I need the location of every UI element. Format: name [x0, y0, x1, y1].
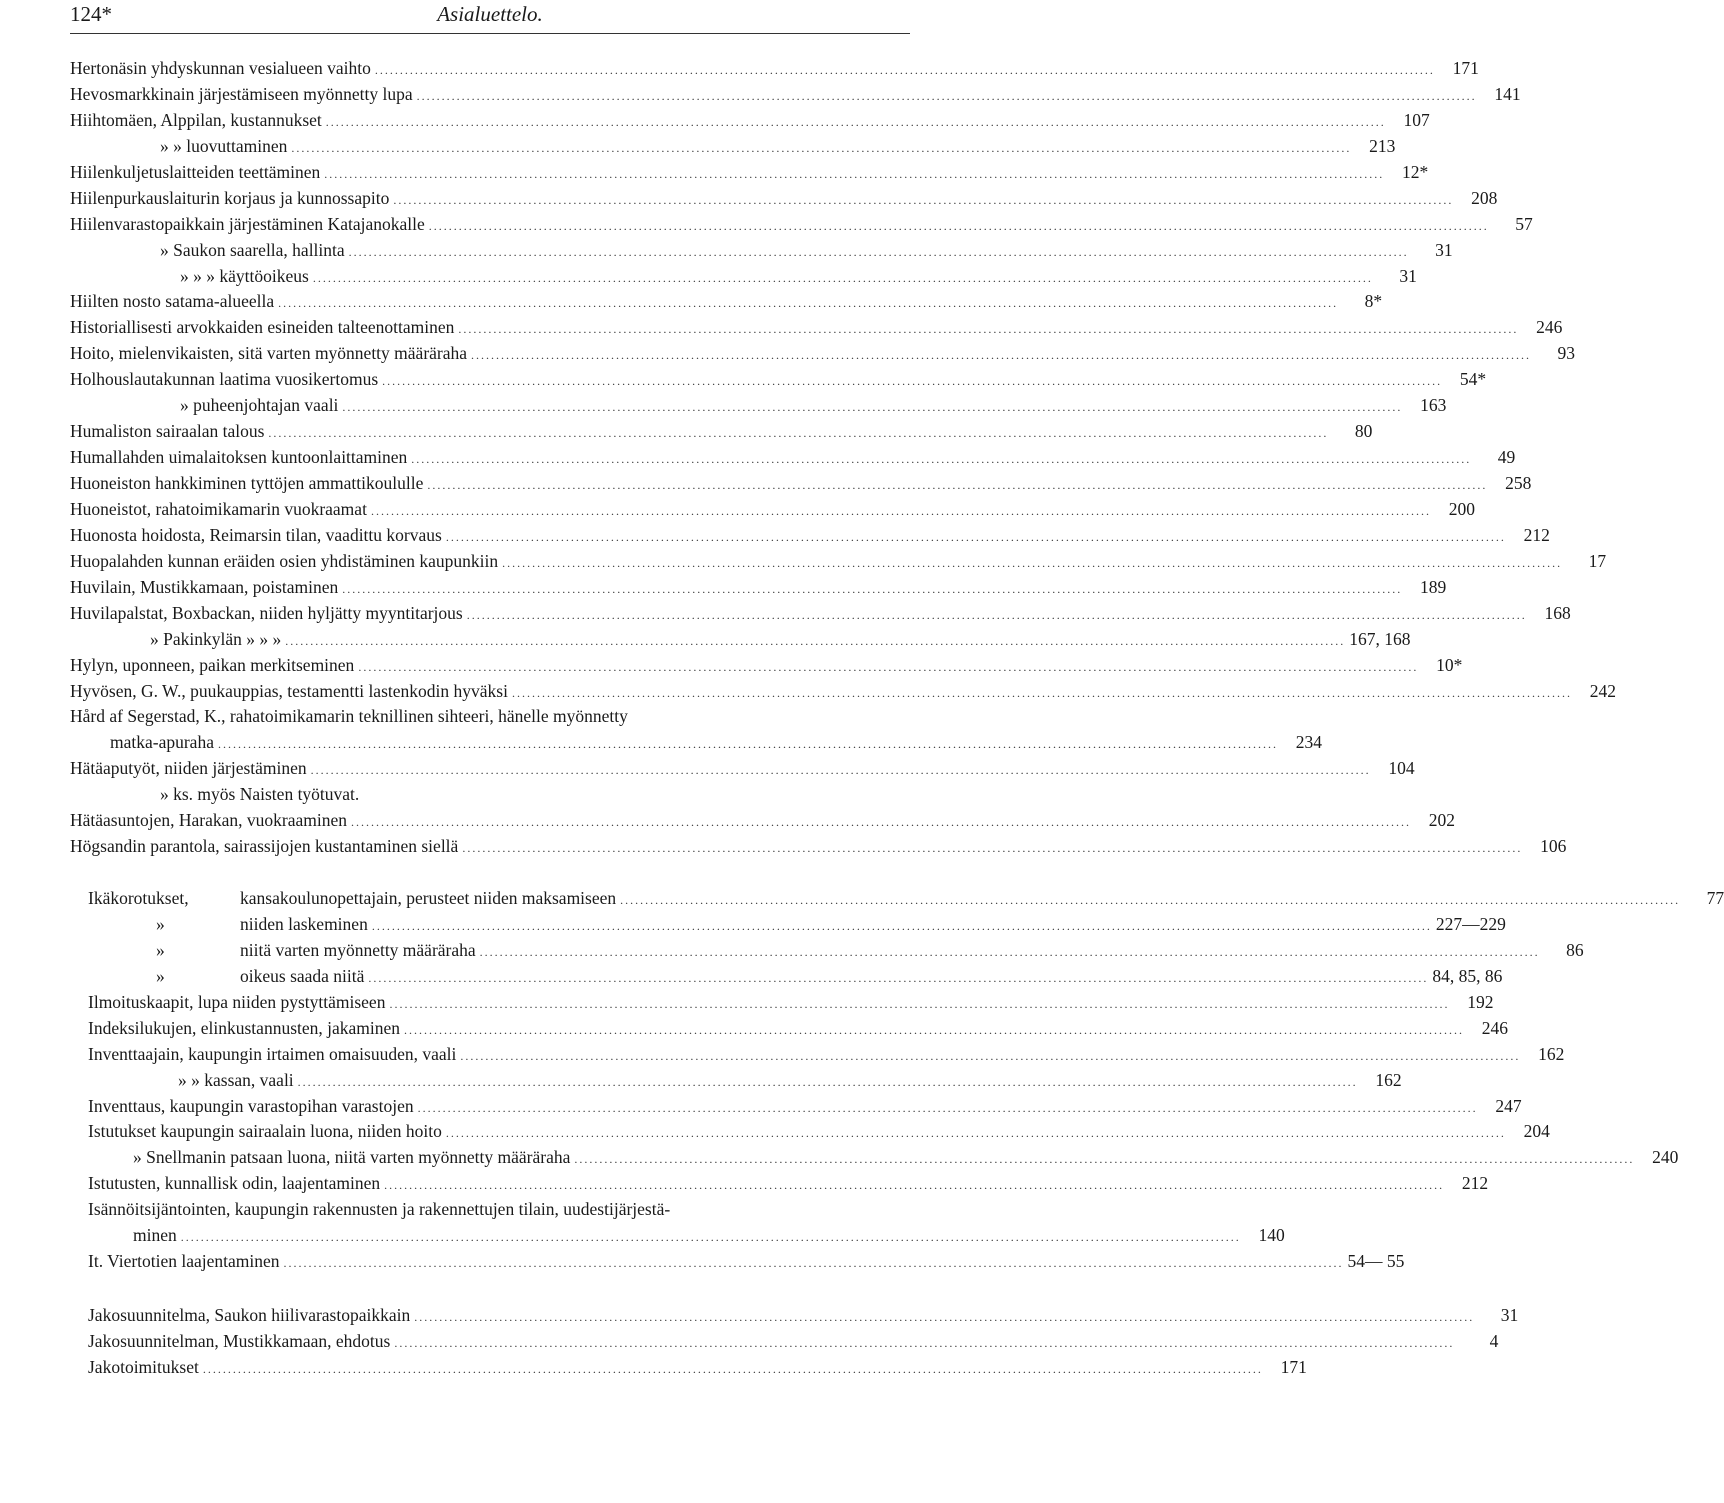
entry-text: » » » käyttöoikeus	[180, 265, 309, 286]
entry-text: Huoneistot, rahatoimikamarin vuokraamat	[70, 498, 367, 519]
entry-page: 49	[1497, 447, 1516, 468]
entry-text: Holhouslautakunnan laatima vuosikertomus	[70, 369, 379, 390]
index-entry	[88, 1043, 1565, 1070]
entry-text: Hård af Segerstad, K., rahatoimikamarin teknillinen sihteeri, hänelle myönnetty	[70, 706, 628, 727]
running-title: Asialuettelo.	[437, 2, 543, 26]
leader-dots	[203, 1362, 1263, 1377]
entry-page: 247	[1495, 1095, 1522, 1116]
leader-dots	[512, 686, 1572, 701]
entry-text: » Pakinkylän » » »	[150, 628, 282, 649]
index-entry	[88, 1356, 1307, 1383]
index-entry	[88, 1173, 1489, 1199]
leader-dots	[181, 1230, 1241, 1245]
entry-page: 213	[1369, 135, 1396, 156]
index-entry	[70, 447, 1516, 473]
entry-page: 141	[1494, 83, 1521, 104]
leader-dots	[446, 1126, 1506, 1141]
leader-dots	[375, 63, 1435, 78]
entry-page: 171	[1452, 58, 1479, 78]
leader-dots	[342, 400, 1402, 415]
entry-text: Jakosuunnitelman, Mustikkamaan, ehdotus	[88, 1330, 391, 1351]
entry-page: 10*	[1436, 654, 1463, 675]
entry-text: » Saukon saarella, hallinta	[160, 239, 345, 260]
index-entry	[88, 1147, 1679, 1173]
index-entry	[88, 888, 1724, 914]
entry-page: 162	[1538, 1043, 1565, 1064]
leader-dots	[411, 452, 1471, 467]
entry-text: Hylyn, uponneen, paikan merkitseminen	[70, 654, 355, 675]
entry-label: Ikäkorotukset,	[88, 888, 189, 908]
entry-page: 227—229	[1435, 913, 1506, 934]
index-entry	[70, 291, 1383, 317]
page-header	[70, 0, 910, 30]
entry-page: 140	[1258, 1225, 1285, 1246]
entry-text: Jakotoimitukset	[88, 1356, 199, 1377]
entry-page: 84, 85, 86	[1432, 965, 1503, 986]
entry-page: 8*	[1364, 291, 1383, 312]
entry-page: 202	[1428, 810, 1455, 831]
leader-dots	[218, 737, 1278, 752]
entry-text: Isännöitsijäntointen, kaupungin rakennusten ja rakennettujen tilain, uudestijärjestä-	[88, 1199, 671, 1220]
index-entry	[70, 239, 1453, 266]
entry-page: 57	[1515, 213, 1533, 234]
leader-dots	[418, 1101, 1478, 1116]
index-entry	[70, 524, 1550, 551]
page-number: 124*	[70, 2, 112, 26]
leader-dots	[417, 89, 1477, 104]
entry-text: Hertonäsin yhdyskunnan vesialueen vaihto	[70, 58, 371, 78]
entry-text: Istutusten, kunnallisk odin, laajentaminen	[88, 1173, 381, 1194]
entry-label: »	[156, 965, 165, 986]
entry-page: 258	[1505, 473, 1532, 493]
entry-text: Huonosta hoidosta, Reimarsin tilan, vaadittu korvaus	[70, 524, 442, 545]
leader-dots	[389, 997, 1449, 1012]
index-entry	[70, 83, 1521, 110]
entry-text: » Snellmanin patsaan luona, niitä varten myönnetty määräraha	[133, 1147, 571, 1168]
leader-dots	[285, 634, 1345, 649]
entry-text: Hiilenkuljetuslaitteiden teettäminen	[70, 161, 321, 182]
entry-text: Hätäaputyöt, niiden järjestäminen	[70, 758, 307, 779]
leader-dots	[351, 815, 1411, 830]
leader-dots	[414, 1310, 1474, 1325]
entry-text: Istutukset kaupungin sairaalain luona, niiden hoito	[88, 1121, 442, 1142]
entry-page: 17	[1588, 550, 1607, 571]
leader-dots	[462, 841, 1522, 856]
entry-text: Högsandin parantola, sairassijojen kustantaminen siellä	[70, 836, 459, 857]
leader-dots	[298, 1075, 1358, 1090]
header-rule	[70, 33, 910, 34]
entry-page: 200	[1448, 498, 1475, 519]
index-entry	[70, 758, 1415, 784]
entry-text: Ilmoituskaapit, lupa niiden pystyttämiseen	[88, 991, 386, 1012]
index-entry	[70, 810, 1455, 836]
leader-dots	[326, 115, 1386, 130]
entry-page: 212	[1461, 1173, 1489, 1194]
entry-page: 234	[1295, 732, 1322, 753]
entry-text: Hyvösen, G. W., puukauppias, testamentti lastenkodin hyväksi	[70, 680, 508, 701]
leader-dots	[291, 141, 1351, 156]
leader-dots	[384, 1178, 1444, 1193]
leader-dots	[284, 1256, 1344, 1271]
index-entry	[70, 58, 1479, 84]
index-entry	[88, 965, 1503, 992]
index-entry-line	[70, 706, 912, 732]
index-entry	[88, 939, 1584, 966]
index-entry	[88, 913, 1506, 940]
entry-page: 242	[1589, 680, 1616, 701]
index-entry	[70, 135, 1396, 162]
index-entry	[70, 369, 1487, 395]
index-entry	[70, 680, 1616, 707]
entry-text: matka-apuraha	[110, 732, 214, 753]
leader-dots	[268, 426, 1328, 441]
entry-page: 163	[1420, 395, 1447, 416]
index-entry	[70, 498, 1475, 525]
leader-dots	[393, 193, 1453, 208]
leader-dots	[368, 971, 1428, 986]
index-entry	[88, 991, 1494, 1018]
leader-dots	[427, 478, 1487, 493]
entry-text: Hiilenpurkauslaiturin korjaus ja kunnossapito	[70, 187, 390, 208]
index-entry	[70, 343, 1576, 369]
leader-dots	[574, 1152, 1634, 1167]
index-entry	[88, 1017, 1509, 1044]
entry-page: 162	[1375, 1069, 1402, 1090]
entry-page: 192	[1467, 991, 1494, 1012]
index-entry	[70, 550, 1607, 577]
index-entry	[70, 836, 1567, 862]
leader-dots	[358, 660, 1418, 675]
entry-text: Humaliston sairaalan talous	[70, 421, 265, 442]
entry-text: » » luovuttaminen	[160, 135, 288, 156]
index-entry	[70, 187, 1498, 214]
entry-text: Historiallisesti arvokkaiden esineiden talteenottaminen	[70, 317, 455, 338]
index-entry	[88, 1225, 1285, 1251]
index-entry	[70, 732, 1322, 758]
entry-text: It. Viertotien laajentaminen	[88, 1251, 280, 1272]
entry-text: niiden laskeminen	[240, 913, 368, 934]
entry-page: 77	[1706, 888, 1724, 908]
entry-page: 246	[1481, 1017, 1509, 1038]
entry-text: Huvilapalstat, Boxbackan, niiden hyljätty myyntitarjous	[70, 602, 463, 623]
leader-dots	[278, 296, 1338, 311]
index-section	[88, 888, 1724, 1277]
entry-page: 86	[1566, 939, 1584, 960]
leader-dots	[460, 1049, 1520, 1064]
entry-page: 12*	[1402, 161, 1429, 182]
leader-dots	[429, 219, 1489, 234]
leader-dots	[342, 582, 1402, 597]
index-entry	[70, 109, 1430, 136]
index-entry	[88, 1095, 1522, 1122]
leader-dots	[372, 919, 1432, 934]
entry-page: 80	[1354, 421, 1373, 442]
entry-page: 4	[1489, 1330, 1499, 1351]
entry-text: Indeksilukujen, elinkustannusten, jakaminen	[88, 1017, 401, 1038]
index-entry	[88, 1251, 1405, 1277]
entry-text: minen	[133, 1225, 177, 1246]
entry-page: 54— 55	[1347, 1251, 1405, 1272]
entry-page: 31	[1399, 265, 1417, 286]
index-entry	[88, 1069, 1402, 1096]
leader-dots	[371, 504, 1431, 519]
index-entry	[70, 421, 1373, 447]
entry-text: » puheenjohtajan vaali	[180, 395, 339, 416]
index-entry	[70, 654, 1463, 681]
entry-text: kansakoulunopettajain, perusteet niiden maksamiseen	[240, 888, 617, 908]
index-section	[70, 58, 1616, 862]
index-entry	[70, 265, 1417, 292]
leader-dots	[467, 608, 1527, 623]
entry-text: Inventtaajain, kaupungin irtaimen omaisuuden, vaali	[88, 1043, 457, 1064]
entry-text: Huopalahden kunnan eräiden osien yhdistäminen kaupunkiin	[70, 550, 499, 571]
leader-dots	[324, 167, 1384, 182]
entry-page: 104	[1388, 758, 1415, 779]
index-entry	[70, 473, 1532, 499]
entry-page: 54*	[1459, 369, 1487, 390]
entry-text: Huoneiston hankkiminen tyttöjen ammattikoululle	[70, 473, 424, 493]
entry-page: 204	[1523, 1121, 1550, 1142]
index-entry	[70, 576, 1447, 603]
index-entry	[88, 1121, 1550, 1147]
leader-dots	[311, 763, 1371, 778]
index-entry	[70, 602, 1571, 629]
index-entry	[88, 1305, 1519, 1331]
leader-dots	[480, 945, 1540, 960]
leader-dots	[349, 245, 1409, 260]
entry-page: 240	[1652, 1147, 1679, 1168]
index-entry	[70, 784, 912, 810]
entry-page: 93	[1557, 343, 1576, 364]
entry-page: 107	[1403, 109, 1430, 130]
entry-page: 106	[1540, 836, 1567, 857]
entry-text: niitä varten myönnetty määräraha	[240, 939, 476, 960]
entry-text: Hoito, mielenvikaisten, sitä varten myönnetty määräraha	[70, 343, 468, 364]
entry-label: »	[156, 913, 165, 934]
entry-page: 31	[1435, 239, 1453, 260]
leader-dots	[502, 556, 1562, 571]
entry-page: 171	[1280, 1356, 1307, 1377]
index-entry	[70, 628, 1411, 655]
leader-dots	[620, 893, 1680, 908]
entry-text: Hevosmarkkinain järjestämiseen myönnetty lupa	[70, 83, 413, 104]
entry-text: oikeus saada niitä	[240, 965, 365, 986]
entry-page: 31	[1500, 1305, 1519, 1325]
entry-page: 246	[1536, 317, 1563, 338]
index-entry-line	[88, 1199, 912, 1225]
entry-page: 167, 168	[1349, 628, 1411, 649]
leader-dots	[313, 271, 1373, 286]
entry-page: 168	[1544, 602, 1571, 623]
entry-text: Jakosuunnitelma, Saukon hiilivarastopaikkain	[88, 1305, 411, 1325]
entry-text: Hiihtomäen, Alppilan, kustannukset	[70, 109, 322, 130]
leader-dots	[404, 1023, 1464, 1038]
entry-text: » ks. myös Naisten työtuvat.	[160, 784, 360, 805]
entry-label: »	[156, 939, 165, 960]
entry-page: 189	[1420, 576, 1447, 597]
entry-text: Inventtaus, kaupungin varastopihan varastojen	[88, 1095, 414, 1116]
entry-page: 212	[1523, 524, 1550, 545]
entry-text: » » kassan, vaali	[178, 1069, 294, 1090]
leader-dots	[458, 322, 1518, 337]
index-entry	[70, 317, 1563, 343]
entry-text: Hiilenvarastopaikkain järjestäminen Katajanokalle	[70, 213, 425, 234]
leader-dots	[382, 374, 1442, 389]
index-entry	[88, 1330, 1499, 1357]
index-entry	[70, 395, 1447, 421]
entry-page: 208	[1471, 187, 1498, 208]
entry-text: Hiilten nosto satama-alueella	[70, 291, 275, 312]
index-section	[88, 1305, 1519, 1383]
index-entry	[70, 161, 1429, 188]
index-entry	[70, 213, 1533, 240]
leader-dots	[394, 1336, 1454, 1351]
leader-dots	[446, 530, 1506, 545]
entry-text: Hätäasuntojen, Harakan, vuokraaminen	[70, 810, 347, 831]
leader-dots	[471, 348, 1531, 363]
entry-text: Huvilain, Mustikkamaan, poistaminen	[70, 576, 339, 597]
entry-text: Humallahden uimalaitoksen kuntoonlaittaminen	[70, 447, 408, 468]
